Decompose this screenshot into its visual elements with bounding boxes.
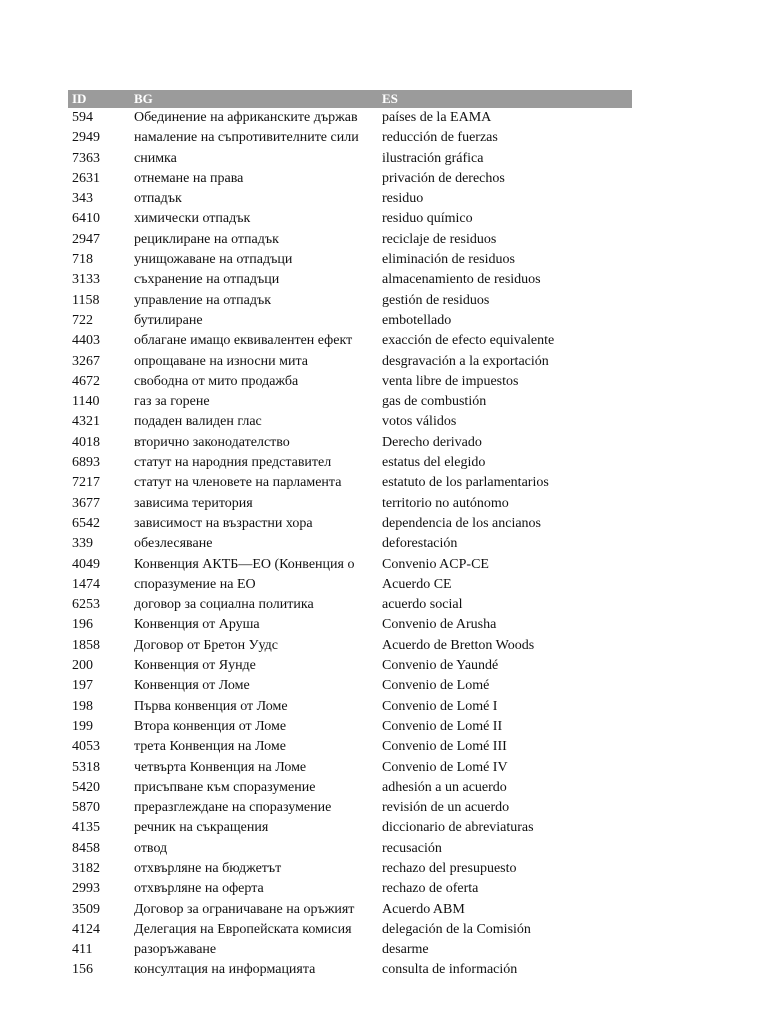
cell-id: 1158 bbox=[72, 292, 100, 308]
cell-id: 1474 bbox=[72, 576, 100, 592]
cell-id: 3133 bbox=[72, 272, 100, 288]
cell-bg: отнемане на права bbox=[134, 170, 244, 186]
header-es: ES bbox=[382, 91, 398, 106]
table-row bbox=[68, 311, 632, 331]
cell-bg: Втора конвенция от Ломе bbox=[134, 718, 287, 734]
table-row bbox=[68, 169, 632, 189]
cell-es: residuo químico bbox=[382, 211, 473, 227]
cell-bg: снимка bbox=[134, 150, 177, 166]
cell-id: 343 bbox=[72, 191, 93, 207]
cell-bg: преразглеждане на споразумение bbox=[134, 800, 332, 816]
cell-bg: Договор от Бретон Уудс bbox=[134, 637, 278, 653]
cell-id: 339 bbox=[72, 536, 93, 552]
cell-es: votos válidos bbox=[382, 414, 457, 430]
table-row bbox=[68, 230, 632, 250]
cell-es: gas de combustión bbox=[382, 394, 487, 410]
table-row bbox=[68, 656, 632, 676]
table-row bbox=[68, 392, 632, 412]
cell-id: 7363 bbox=[72, 150, 100, 166]
cell-es: Convenio de Lomé bbox=[382, 678, 490, 694]
cell-es: Derecho derivado bbox=[382, 434, 482, 450]
cell-es: privación de derechos bbox=[382, 170, 505, 186]
cell-es: revisión de un acuerdo bbox=[382, 800, 510, 816]
cell-es: territorio no autónomo bbox=[382, 495, 509, 511]
cell-es: consulta de información bbox=[382, 962, 518, 978]
cell-bg: зависима територия bbox=[134, 495, 253, 511]
cell-es: deforestación bbox=[382, 536, 458, 552]
cell-es: Convenio ACP-CE bbox=[382, 556, 489, 572]
cell-es: Convenio de Lomé I bbox=[382, 698, 498, 714]
cell-es: rechazo de oferta bbox=[382, 881, 479, 897]
cell-es: venta libre de impuestos bbox=[382, 373, 519, 389]
cell-bg: статут на народния представител bbox=[134, 455, 332, 471]
cell-id: 3267 bbox=[72, 353, 100, 369]
cell-id: 6893 bbox=[72, 455, 100, 471]
cell-id: 7217 bbox=[72, 475, 100, 491]
cell-id: 3182 bbox=[72, 860, 100, 876]
cell-id: 4672 bbox=[72, 373, 100, 389]
table-row bbox=[68, 189, 632, 209]
table-row bbox=[68, 128, 632, 148]
cell-es: Acuerdo CE bbox=[382, 576, 452, 592]
table-row bbox=[68, 595, 632, 615]
cell-bg: трета Конвенция на Ломе bbox=[134, 739, 286, 755]
table-row bbox=[68, 514, 632, 534]
cell-es: Acuerdo ABM bbox=[382, 901, 465, 917]
table-row bbox=[68, 818, 632, 838]
cell-id: 199 bbox=[72, 718, 93, 734]
cell-bg: унищожаване на отпадъци bbox=[134, 252, 293, 268]
cell-bg: облагане имащо еквивалентен ефект bbox=[134, 333, 353, 349]
cell-bg: отвод bbox=[134, 840, 168, 856]
cell-bg: разоръжаване bbox=[134, 942, 217, 958]
cell-es: adhesión a un acuerdo bbox=[382, 779, 507, 795]
cell-id: 5318 bbox=[72, 759, 100, 775]
table-row bbox=[68, 352, 632, 372]
cell-bg: присъпване към споразумение bbox=[134, 779, 316, 795]
cell-bg: Договор за ограничаване на оръжият bbox=[134, 901, 355, 917]
cell-es: rechazo del presupuesto bbox=[382, 860, 517, 876]
table-row bbox=[68, 291, 632, 311]
cell-es: Convenio de Arusha bbox=[382, 617, 497, 633]
cell-es: Convenio de Lomé IV bbox=[382, 759, 508, 775]
cell-id: 411 bbox=[72, 942, 93, 958]
cell-bg: зависимост на възрастни хора bbox=[134, 515, 313, 531]
cell-bg: рециклиране на отпадък bbox=[134, 231, 279, 247]
table-row bbox=[68, 331, 632, 351]
cell-bg: Обединение на африканските държав bbox=[134, 110, 358, 125]
table-row bbox=[68, 433, 632, 453]
table-row bbox=[68, 372, 632, 392]
cell-es: ilustración gráfica bbox=[382, 150, 484, 166]
cell-id: 2631 bbox=[72, 170, 100, 186]
cell-id: 197 bbox=[72, 678, 93, 694]
cell-id: 196 bbox=[72, 617, 93, 633]
cell-id: 4321 bbox=[72, 414, 100, 430]
table-row bbox=[68, 636, 632, 656]
table-row bbox=[68, 108, 632, 128]
cell-es: embotellado bbox=[382, 312, 452, 328]
cell-es: acuerdo social bbox=[382, 597, 463, 613]
cell-bg: газ за горене bbox=[134, 394, 210, 410]
cell-id: 1858 bbox=[72, 637, 100, 653]
cell-id: 4124 bbox=[72, 921, 100, 937]
table-row bbox=[68, 717, 632, 737]
cell-id: 6410 bbox=[72, 211, 100, 227]
cell-id: 4403 bbox=[72, 333, 100, 349]
cell-id: 1140 bbox=[72, 394, 100, 410]
cell-bg: отпадък bbox=[134, 191, 182, 207]
table-row bbox=[68, 494, 632, 514]
table-row bbox=[68, 250, 632, 270]
table-row bbox=[68, 737, 632, 757]
table-row bbox=[68, 555, 632, 575]
cell-es: diccionario de abreviaturas bbox=[382, 820, 534, 836]
cell-bg: Конвенция от Ломе bbox=[134, 678, 250, 694]
cell-bg: отхвърляне на оферта bbox=[134, 881, 264, 897]
cell-id: 198 bbox=[72, 698, 93, 714]
table-body bbox=[68, 108, 632, 981]
cell-id: 718 bbox=[72, 252, 93, 268]
cell-id: 156 bbox=[72, 962, 93, 978]
cell-id: 6253 bbox=[72, 597, 100, 613]
table-row bbox=[68, 270, 632, 290]
cell-es: reciclaje de residuos bbox=[382, 231, 497, 247]
cell-es: países de la EAMA bbox=[382, 110, 492, 125]
cell-id: 4049 bbox=[72, 556, 100, 572]
cell-es: estatuto de los parlamentarios bbox=[382, 475, 549, 491]
cell-es: desgravación a la exportación bbox=[382, 353, 549, 369]
cell-id: 8458 bbox=[72, 840, 100, 856]
cell-es: Convenio de Lomé II bbox=[382, 718, 503, 734]
table-row bbox=[68, 615, 632, 635]
cell-bg: статут на членовете на парламента bbox=[134, 475, 342, 491]
cell-bg: договор за социална политика bbox=[134, 597, 314, 613]
cell-bg: споразумение на ЕО bbox=[134, 576, 256, 592]
cell-es: dependencia de los ancianos bbox=[382, 515, 541, 531]
table-row bbox=[68, 879, 632, 899]
table-row bbox=[68, 798, 632, 818]
cell-es: gestión de residuos bbox=[382, 292, 490, 308]
cell-bg: Конвенция от Аруша bbox=[134, 617, 260, 633]
cell-es: desarme bbox=[382, 942, 429, 958]
cell-es: Convenio de Lomé III bbox=[382, 739, 507, 755]
cell-bg: вторично законодателство bbox=[134, 434, 290, 450]
cell-id: 5420 bbox=[72, 779, 100, 795]
cell-id: 594 bbox=[72, 110, 93, 125]
table-row bbox=[68, 473, 632, 493]
cell-id: 4053 bbox=[72, 739, 100, 755]
cell-id: 3677 bbox=[72, 495, 100, 511]
cell-bg: четвърта Конвенция на Ломе bbox=[134, 759, 307, 775]
table-row bbox=[68, 960, 632, 980]
cell-es: almacenamiento de residuos bbox=[382, 272, 541, 288]
header-bg: BG bbox=[134, 91, 153, 106]
cell-bg: бутилиране bbox=[134, 312, 203, 328]
cell-es: recusación bbox=[382, 840, 442, 856]
table-row bbox=[68, 839, 632, 859]
cell-id: 2993 bbox=[72, 881, 100, 897]
cell-id: 6542 bbox=[72, 515, 100, 531]
cell-es: eliminación de residuos bbox=[382, 252, 515, 268]
table-row bbox=[68, 697, 632, 717]
cell-bg: химически отпадък bbox=[134, 211, 251, 227]
glossary-table bbox=[68, 90, 632, 981]
cell-bg: отхвърляне на бюджетът bbox=[134, 860, 282, 876]
cell-bg: Първа конвенция от Ломе bbox=[134, 698, 288, 714]
cell-es: exacción de efecto equivalente bbox=[382, 333, 555, 349]
cell-es: residuo bbox=[382, 191, 424, 207]
table-row bbox=[68, 575, 632, 595]
cell-id: 2949 bbox=[72, 130, 100, 146]
cell-bg: речник на съкращения bbox=[134, 820, 269, 836]
cell-es: estatus del elegido bbox=[382, 455, 486, 471]
cell-bg: обезлесяване bbox=[134, 536, 213, 552]
table-header bbox=[68, 90, 632, 108]
cell-bg: Конвенция АКТБ—ЕО (Конвенция о bbox=[134, 556, 355, 572]
table-row bbox=[68, 940, 632, 960]
table-row bbox=[68, 412, 632, 432]
cell-bg: управление на отпадък bbox=[134, 292, 272, 308]
cell-bg: подаден валиден глас bbox=[134, 414, 262, 430]
cell-bg: съхранение на отпадъци bbox=[134, 272, 280, 288]
table-row bbox=[68, 920, 632, 940]
table-row bbox=[68, 859, 632, 879]
cell-es: Acuerdo de Bretton Woods bbox=[382, 637, 535, 653]
cell-es: delegación de la Comisión bbox=[382, 921, 531, 937]
cell-id: 2947 bbox=[72, 231, 100, 247]
cell-bg: свободна от мито продажба bbox=[134, 373, 299, 389]
cell-id: 722 bbox=[72, 312, 93, 328]
cell-bg: консултация на информацията bbox=[134, 962, 316, 978]
cell-id: 200 bbox=[72, 658, 93, 674]
table-row bbox=[68, 778, 632, 798]
header-id: ID bbox=[72, 91, 87, 106]
cell-bg: Конвенция от Яунде bbox=[134, 658, 256, 674]
table-row bbox=[68, 676, 632, 696]
cell-es: reducción de fuerzas bbox=[382, 130, 498, 146]
table-row bbox=[68, 453, 632, 473]
table-row bbox=[68, 209, 632, 229]
table-row bbox=[68, 149, 632, 169]
cell-es: Convenio de Yaundé bbox=[382, 658, 499, 674]
table-row bbox=[68, 758, 632, 778]
cell-id: 5870 bbox=[72, 800, 100, 816]
cell-id: 3509 bbox=[72, 901, 100, 917]
cell-id: 4135 bbox=[72, 820, 100, 836]
table-row bbox=[68, 534, 632, 554]
cell-bg: намаление на съпротивителните сили bbox=[134, 130, 359, 146]
cell-id: 4018 bbox=[72, 434, 100, 450]
cell-bg: Делегация на Европейската комисия bbox=[134, 921, 352, 937]
cell-bg: опрощаване на износни мита bbox=[134, 353, 308, 369]
table-row bbox=[68, 900, 632, 920]
